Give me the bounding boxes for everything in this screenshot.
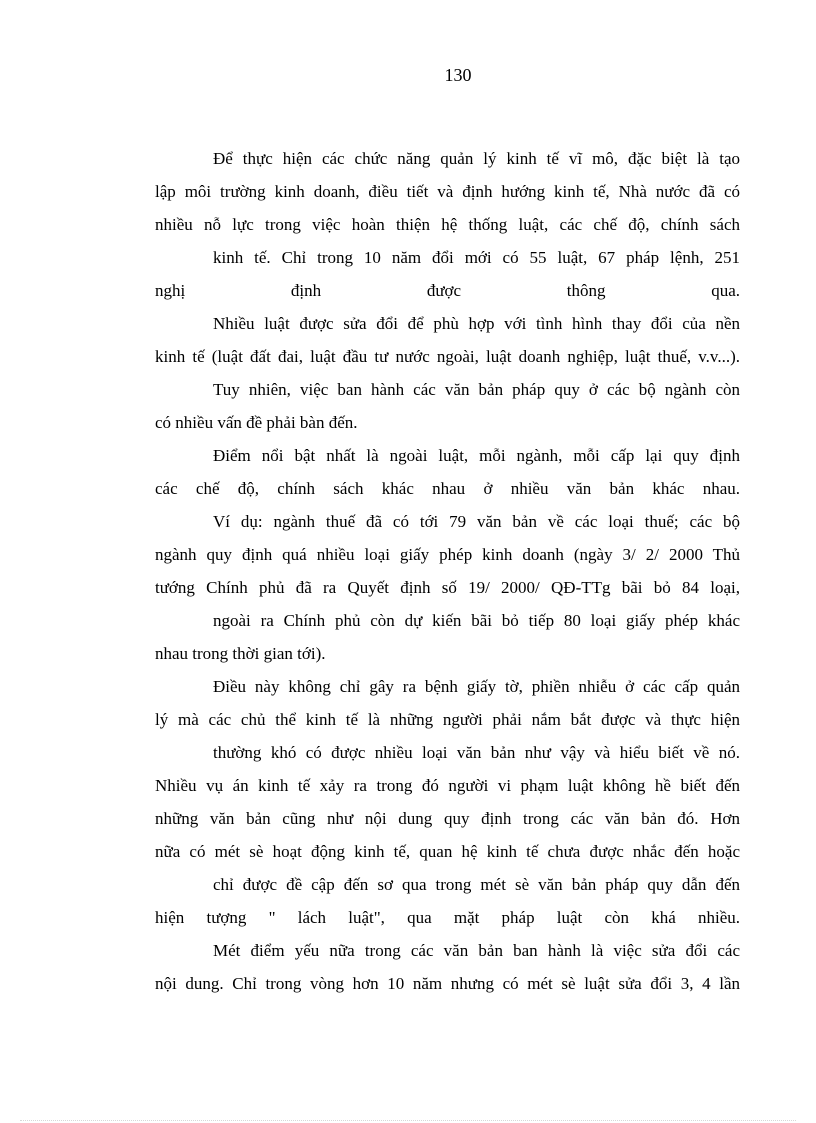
text-line: ngoài ra Chính phủ còn dự kiến bãi bỏ tiếp 80 loại giấy phép khác — [213, 611, 740, 630]
text-line: Để thực hiện các chức năng quản lý kinh tế vĩ mô, đặc biệt là tạo — [213, 149, 740, 168]
text-line: Nhiều vụ án kinh tế xảy ra trong đó người vi phạm luật không hề biết đến — [155, 776, 740, 795]
text-line: nhiều nỗ lực trong việc hoàn thiện hệ thống luật, các chế độ, chính sách — [155, 215, 740, 234]
text-line: lập môi trường kinh doanh, điều tiết và định hướng kinh tế, Nhà nước đã có — [155, 182, 740, 201]
page-number: 130 — [444, 65, 472, 85]
text-line: kinh tế (luật đất đai, luật đầu tư nước ngoài, luật doanh nghiệp, luật thuế, v.v...). — [155, 347, 740, 366]
text-line: chỉ được đề cập đến sơ qua trong mét sè văn bản pháp quy dẫn đến — [213, 875, 740, 894]
text-line: kinh tế. Chỉ trong 10 năm đổi mới có 55 luật, 67 pháp lệnh, 251 — [213, 248, 740, 267]
page-bottom-divider — [20, 1120, 796, 1121]
text-line: Mét điểm yếu nữa trong các văn bản ban hành là việc sửa đổi các — [213, 941, 740, 960]
text-line: nghị định được thông qua. — [155, 281, 740, 300]
body-text — [155, 142, 740, 1000]
text-line: thường khó có được nhiều loại văn bản như vậy và hiểu biết về nó. — [213, 743, 740, 762]
text-line: lý mà các chủ thể kinh tế là những người phải nắm bắt được và thực hiện — [155, 710, 740, 729]
text-line: nội dung. Chỉ trong vòng hơn 10 năm nhưng có mét sè luật sửa đổi 3, 4 lần — [155, 974, 740, 993]
text-line: nữa có mét sè hoạt động kinh tế, quan hệ kinh tế chưa được nhắc đến hoặc — [155, 842, 740, 861]
text-line: ngành quy định quá nhiều loại giấy phép kinh doanh (ngày 3/ 2/ 2000 Thủ — [155, 545, 740, 564]
text-line: nhau trong thời gian tới). — [155, 644, 326, 663]
text-line: tướng Chính phủ đã ra Quyết định số 19/ 2000/ QĐ-TTg bãi bỏ 84 loại, — [155, 578, 740, 597]
text-line: có nhiều vấn đề phải bàn đến. — [155, 413, 358, 432]
text-line: Ví dụ: ngành thuế đã có tới 79 văn bản về các loại thuế; các bộ — [213, 512, 740, 531]
text-line: Tuy nhiên, việc ban hành các văn bản pháp quy ở các bộ ngành còn — [213, 380, 740, 399]
text-line: Điều này không chỉ gây ra bệnh giấy tờ, phiền nhiễu ở các cấp quản — [213, 677, 740, 696]
text-line: Nhiều luật được sửa đổi để phù hợp với tình hình thay đổi của nền — [213, 314, 740, 333]
text-line: những văn bản cũng như nội dung quy định trong các văn bản đó. Hơn — [155, 809, 740, 828]
text-line: hiện tượng " lách luật", qua mặt pháp luật còn khá nhiều. — [155, 908, 740, 927]
text-line: các chế độ, chính sách khác nhau ở nhiều văn bản khác nhau. — [155, 479, 740, 498]
text-line: Điểm nổi bật nhất là ngoài luật, mỗi ngành, mỗi cấp lại quy định — [213, 446, 740, 465]
